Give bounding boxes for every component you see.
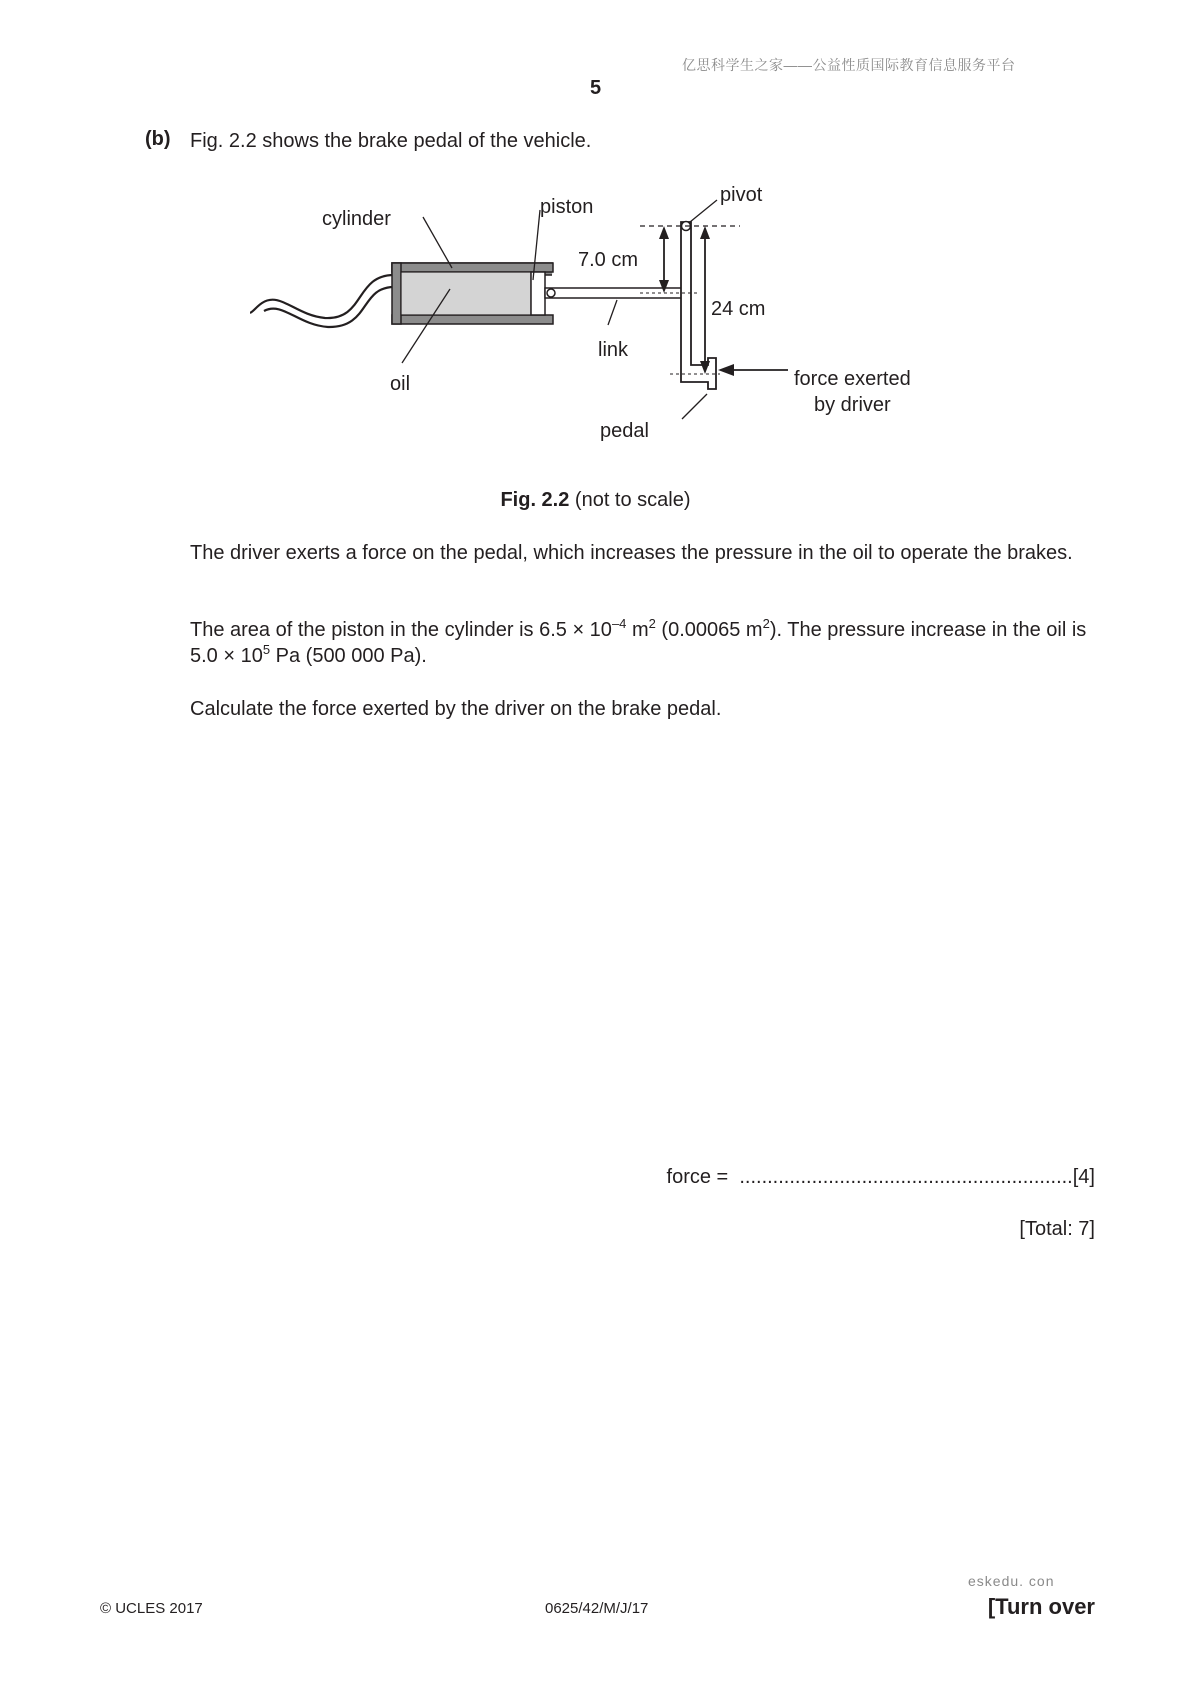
question-part-label: (b) <box>145 128 171 150</box>
label-24cm: 24 cm <box>711 298 766 320</box>
label-pivot: pivot <box>720 184 763 206</box>
footer-watermark: eskedu. con <box>968 1573 1055 1589</box>
link-rod <box>545 288 682 298</box>
footer-copyright: © UCLES 2017 <box>100 1600 203 1617</box>
answer-dots[interactable]: ............................................................ <box>739 1166 1073 1188</box>
figure-caption <box>0 489 1191 512</box>
page-number: 5 <box>589 77 602 99</box>
figure-caption-bold: Fig. 2.2 <box>500 489 570 511</box>
answer-line[interactable] <box>667 1166 1095 1189</box>
label-piston: piston <box>540 196 594 218</box>
label-force-line1: force exerted <box>794 368 911 390</box>
label-cylinder: cylinder <box>322 208 391 230</box>
question-intro: Fig. 2.2 shows the brake pedal of the vehicle. <box>190 130 592 152</box>
label-7cm: 7.0 cm <box>578 249 639 271</box>
figure-caption-rest: (not to scale) <box>569 489 691 511</box>
marks: [4] <box>1072 1166 1095 1188</box>
paragraph-driver-force: The driver exerts a force on the pedal, which increases the pressure in the oil to operate the brakes. <box>190 542 1073 564</box>
total-marks: [Total: 7] <box>1019 1218 1095 1240</box>
label-oil: oil <box>390 373 411 395</box>
label-force-line2: by driver <box>814 394 891 416</box>
footer-paper-code: 0625/42/M/J/17 <box>545 1600 649 1617</box>
header-watermark: 亿思科学生之家——公益性质国际教育信息服务平台 <box>682 57 1016 73</box>
label-link: link <box>598 339 629 361</box>
answer-label: force = <box>666 1166 729 1188</box>
paragraph-area-pressure: The area of the piston in the cylinder is $6.5 \times 10^{-4}$ $m^2$ (0.00065 $m^2$). The pressure increase in the oil is $5.0 \times 10^5$ Pa (500 000 Pa). <box>190 616 1087 667</box>
label-pedal: pedal <box>600 420 649 442</box>
paragraph-calculate: Calculate the force exerted by the driver on the brake pedal. <box>190 698 722 720</box>
oil-fill <box>401 272 531 315</box>
brake-pedal-diagram <box>250 175 950 455</box>
footer-turn-over: [Turn over <box>987 1594 1095 1619</box>
